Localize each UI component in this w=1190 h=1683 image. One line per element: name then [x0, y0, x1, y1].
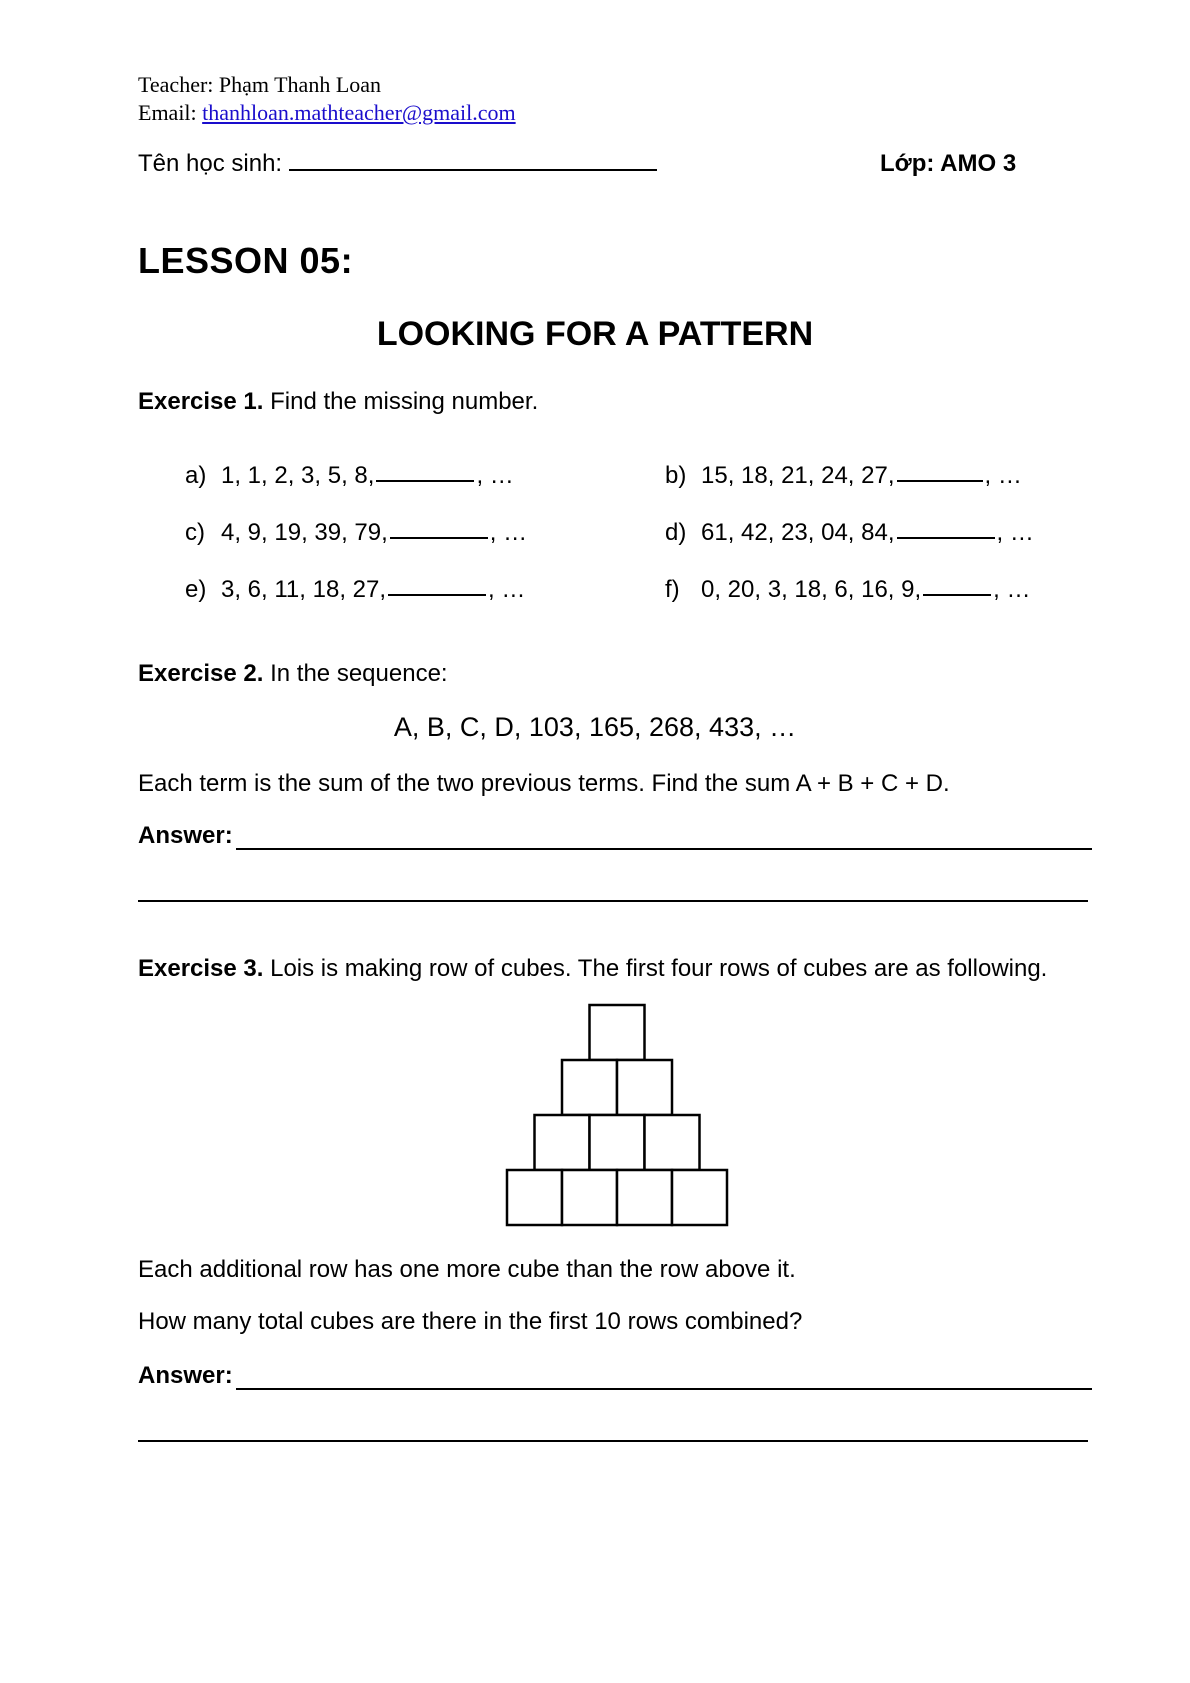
email-label: Email: [138, 100, 197, 125]
lesson-title: LOOKING FOR A PATTERN [376, 315, 814, 353]
teacher-name: Phạm Thanh Loan [218, 72, 382, 97]
student-name-label: Tên học sinh: [138, 150, 283, 177]
exercise2-question: Each term is the sum of the two previous terms. Find the sum A + B + C + D. [138, 770, 950, 797]
lesson-number: LESSON 05: [138, 240, 354, 281]
item-sequence: 15, 18, 21, 24, 27, [701, 462, 895, 489]
exercise3-answer-label: Answer: [138, 1362, 233, 1389]
exercise1-label: Exercise 1. [138, 388, 264, 415]
cube [562, 1170, 617, 1225]
item-tail: , … [476, 462, 514, 489]
exercise2-sequence: A, B, C, D, 103, 165, 268, 433, … [393, 712, 797, 742]
exercise2-label: Exercise 2. [138, 660, 264, 687]
exercise3-answer-line-1[interactable] [236, 1388, 1092, 1390]
item-label: f) [665, 576, 680, 603]
exercise2-prompt: In the sequence: [270, 660, 448, 687]
cube [672, 1170, 727, 1225]
email-link[interactable]: thanhloan.mathteacher@gmail.com [202, 100, 516, 125]
class-label: Lớp: AMO 3 [880, 150, 1017, 177]
item-tail: , … [984, 462, 1022, 489]
cube [645, 1115, 700, 1170]
cube [590, 1115, 645, 1170]
item-sequence: 4, 9, 19, 39, 79, [221, 519, 388, 546]
cube [535, 1115, 590, 1170]
exercise3-prompt: Lois is making row of cubes. The first four rows of cubes are as following. [270, 955, 1048, 982]
cube [590, 1005, 645, 1060]
item-tail: , … [996, 519, 1034, 546]
item-label: e) [185, 576, 207, 603]
cube [507, 1170, 562, 1225]
cube [562, 1060, 617, 1115]
teacher-label: Teacher: [138, 72, 214, 97]
exercise3-line2: How many total cubes are there in the first 10 rows combined? [138, 1308, 803, 1335]
item-sequence: 0, 20, 3, 18, 6, 16, 9, [701, 576, 922, 603]
item-label: c) [185, 519, 205, 546]
item-sequence: 3, 6, 11, 18, 27, [221, 576, 387, 603]
exercise3-answer-line-2[interactable] [138, 1440, 1088, 1442]
item-label: b) [665, 462, 687, 489]
item-sequence: 1, 1, 2, 3, 5, 8, [221, 462, 375, 489]
item-tail: , … [489, 519, 528, 546]
item-tail: , … [993, 576, 1031, 603]
item-label: a) [185, 462, 207, 489]
exercise2-answer-label: Answer: [138, 822, 233, 849]
exercise3-line1: Each additional row has one more cube than the row above it. [138, 1256, 796, 1283]
exercise1-prompt: Find the missing number. [270, 388, 539, 415]
item-label: d) [665, 519, 687, 546]
item-sequence: 61, 42, 23, 04, 84, [701, 519, 895, 546]
cube [617, 1060, 672, 1115]
cube [617, 1170, 672, 1225]
item-tail: , … [488, 576, 526, 603]
exercise3-label: Exercise 3. [138, 955, 264, 982]
